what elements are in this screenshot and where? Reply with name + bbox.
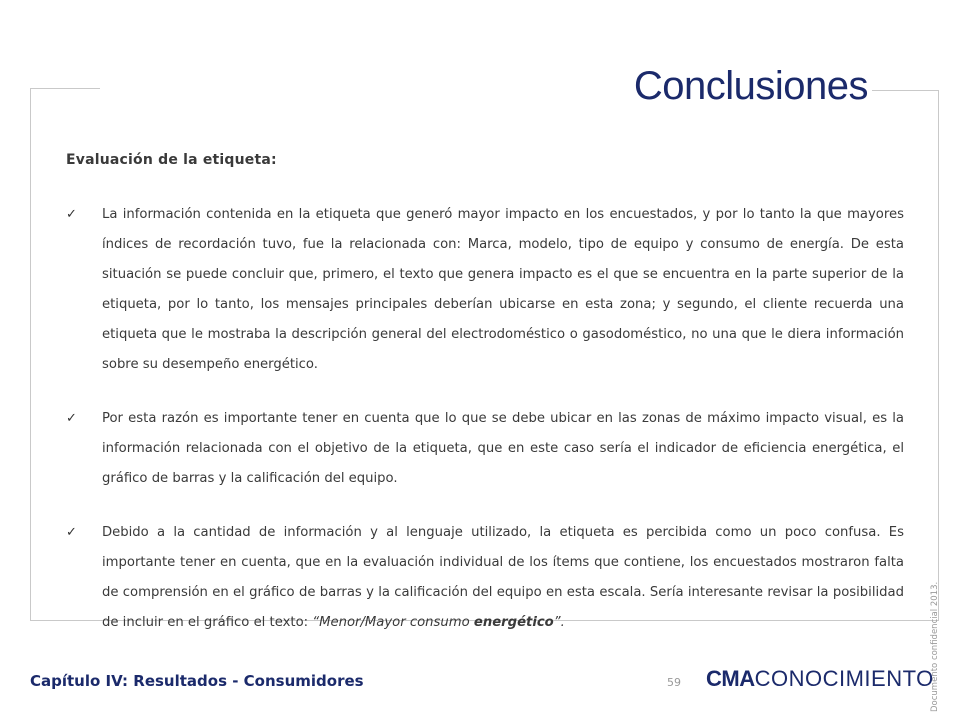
frame-left-line	[30, 88, 31, 620]
checkmark-icon: ✓	[66, 411, 77, 426]
main-content	[66, 152, 904, 662]
logo-conocimiento: CONOCIMIENTO	[754, 666, 934, 691]
page-number: 59	[667, 676, 681, 689]
checkmark-icon: ✓	[66, 525, 77, 540]
quoted-label-bold: energético	[473, 615, 554, 630]
bullet-item	[66, 518, 904, 638]
page-title: Conclusiones	[633, 64, 868, 108]
footer-chapter-title: Capítulo IV: Resultados - Consumidores	[30, 672, 364, 690]
bullet-text-main: Debido a la cantidad de información y al lenguaje utilizado, la etiqueta es percibida como un poco confusa. Es importante tener en cuenta, que en la evaluación individual de los ítems que contiene, los encuestados mostraron falta de comprensión en el gráfico de barras y la calificación del equipo en esta escala. Sería interesante revisar la posibilidad de incluir en el gráfico el texto:	[102, 525, 904, 630]
cma-conocimiento-logo	[706, 666, 934, 694]
bullet-item	[66, 200, 904, 380]
bullet-item	[66, 404, 904, 494]
logo-cma: CMA	[706, 666, 755, 691]
confidential-note: Documento confidencial 2013.	[930, 581, 940, 712]
bullet-text: Por esta razón es importante tener en cuenta que lo que se debe ubicar en las zonas de máximo impacto visual, es la información relacionada con el objetivo de la etiqueta, que en este caso sería el indicador de eficiencia energética, el gráfico de barras y la calificación del equipo.	[102, 411, 904, 486]
frame-top-left-line	[30, 88, 100, 89]
frame-top-right-line	[872, 90, 938, 91]
quoted-label: “Menor/Mayor consumo energético”.	[312, 615, 565, 630]
bullet-text	[102, 518, 904, 638]
bullet-text: La información contenida en la etiqueta que generó mayor impacto en los encuestados, y por lo tanto la que mayores índices de recordación tuvo, fue la relacionada con: Marca, modelo, tipo de equipo y consumo de energía. De esta situación se puede concluir que, primero, el texto que genera impacto es el que se encuentra en la parte superior de la etiqueta, por lo tanto, los mensajes principales deberían ubicarse en esta zona; y segundo, el cliente recuerda una etiqueta que le mostraba la descripción general del electrodoméstico o gasodoméstico, no una que le diera información sobre su desempeño energético.	[102, 207, 904, 372]
checkmark-icon: ✓	[66, 207, 77, 222]
section-heading: Evaluación de la etiqueta:	[66, 152, 277, 168]
frame-right-line	[938, 90, 939, 620]
